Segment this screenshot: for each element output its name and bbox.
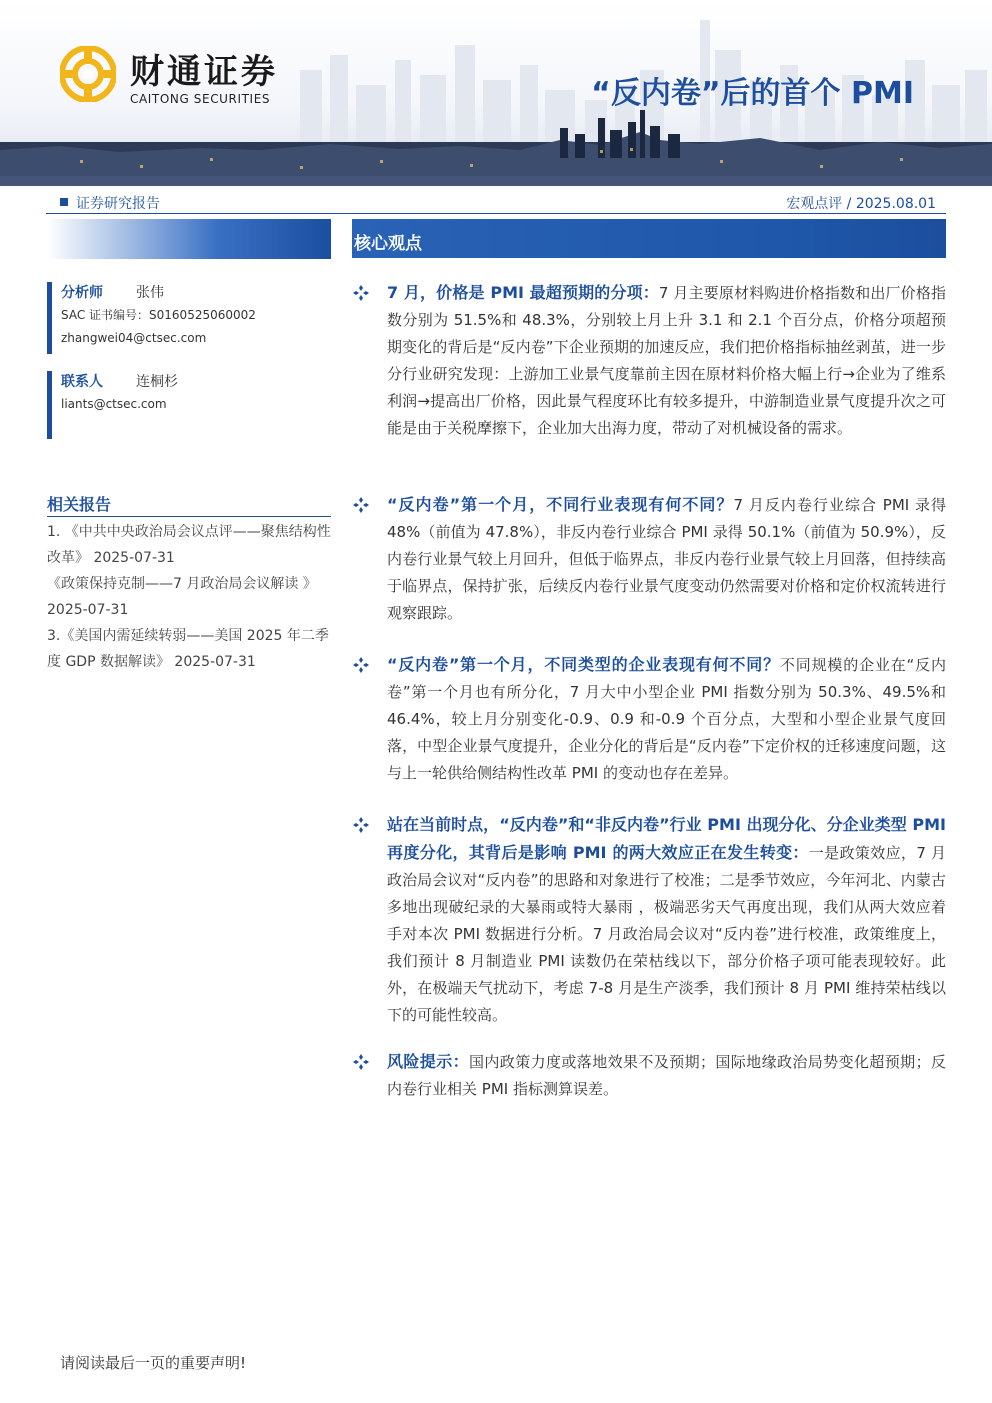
- related-report-item[interactable]: 3.《美国内需延续转弱——美国 2025 年二季度 GDP 数据解读》 2025-07-31: [47, 628, 329, 670]
- diamond-bullet-icon: [352, 816, 370, 834]
- report-type-text: 证券研究报告: [76, 196, 160, 212]
- header-banner: [0, 0, 992, 186]
- bullet-heading: 站在当前时点，“反内卷”和“非反内卷”行业 PMI 出现分化、分企业类型 PMI 再度分化，其背后是影响 PMI 的两大效应正在发生转变：: [387, 815, 946, 862]
- analyst-email: zhangwei04@ctsec.com: [61, 331, 207, 345]
- square-bullet-icon: [60, 198, 68, 206]
- related-reports-divider: [47, 516, 331, 517]
- bullet-body: 不同规模的企业在“反内卷”第一个月也有所分化，7 月大中小型企业 PMI 指数分别为 50.3%、49.5%和 46.4%，较上月分别变化-0.9、0.9 和-0.9 个百分点，大型和小型企业景气度回落，中型企业景气度提升，企业分化的背后是“反内卷”下定价权的迁移速度问题，这与上一轮供给侧结构性改革 PMI 的变动也存在差异。: [387, 656, 946, 782]
- related-report-item[interactable]: 1. 《中共中央政治局会议点评——聚焦结构性改革》 2025-07-31: [47, 524, 331, 566]
- bullet-heading: “反内卷”第一个月，不同类型的企业表现有何不同？: [387, 655, 780, 674]
- logo-emblem-icon: [60, 46, 116, 102]
- related-report-item[interactable]: 《政策保持克制——7 月政治局会议解读 》 2025-07-31: [47, 576, 317, 618]
- diamond-bullet-icon: [352, 656, 370, 674]
- bullet-body: 国内政策力度或落地效果不及预期；国际地缘政治局势变化超预期；反内卷行业相关 PMI 指标测算误差。: [387, 1053, 946, 1098]
- analyst-license: SAC 证书编号：S0160525060002: [61, 308, 256, 322]
- core-bullet: [352, 491, 946, 627]
- core-viewpoint-bar: [352, 219, 946, 258]
- core-bullet: [352, 1048, 946, 1103]
- contact-name: 连桐杉: [136, 374, 178, 390]
- analyst-role: 分析师: [61, 285, 103, 301]
- analyst-name: 张伟: [136, 285, 164, 301]
- related-reports-list: [47, 519, 331, 675]
- bullet-body: 7 月反内卷行业综合 PMI 录得 48%（前值为 47.8%），非反内卷行业综合 PMI 录得 50.1%（前值为 50.9%），反内卷行业景气较上月回升，但低于临界点，非反内卷行业景气较上月回落，但持续高于临界点，保持扩张，后续反内卷行业景气度变动仍然需要对价格和定价权流转进行观察跟踪。: [387, 496, 946, 622]
- bullet-heading: 7 月，价格是 PMI 最超预期的分项：: [387, 283, 659, 302]
- header-divider: [46, 213, 946, 214]
- logo-chinese-name: 财通证券: [130, 52, 278, 92]
- diamond-bullet-icon: [352, 496, 370, 514]
- report-type-label: [60, 193, 160, 213]
- related-reports-title: 相关报告: [47, 495, 112, 514]
- diamond-bullet-icon: [352, 1053, 370, 1071]
- contact-role: 联系人: [61, 374, 103, 390]
- diamond-bullet-icon: [352, 284, 370, 302]
- bullet-heading: “反内卷”第一个月，不同行业表现有何不同？: [387, 495, 734, 514]
- contact-email: liants@ctsec.com: [61, 397, 167, 411]
- sidebar-header-bar: [47, 219, 331, 259]
- disclaimer-note: 请阅读最后一页的重要声明!: [60, 1354, 247, 1372]
- logo-english-name: CAITONG SECURITIES: [130, 92, 271, 106]
- bullet-body: 7 月主要原材料购进价格指数和出厂价格指数分别为 51.5%和 48.3%，分别较上月上升 3.1 和 2.1 个百分点，价格分项超预期变化的背后是“反内卷”下企业预期的加速反应，我们把价格指标抽丝剥茧，进一步分行业研究发现：上游加工业景气度靠前主因在原材料价格大幅上行→企业为了维系利润→提高出厂价格，因此景气程度环比有较多提升，中游制造业景气度提升次之可能是由于关税摩擦下，企业加大出海力度，带动了对机械设备的需求。: [387, 284, 946, 437]
- contact-card: [47, 371, 331, 439]
- report-title: “反内卷”后的首个 PMI: [591, 76, 914, 111]
- core-bullet: [352, 811, 946, 1029]
- core-bullet: [352, 651, 946, 787]
- report-category-date: 宏观点评 / 2025.08.01: [786, 196, 936, 212]
- bullet-body: 一是政策效应，7 月政治局会议对“反内卷”的思路和对象进行了校准；二是季节效应，今年河北、内蒙古多地出现破纪录的大暴雨或特大暴雨 ，极端恶劣天气再度出现，我们从两大效应着手对本次 PMI 数据进行分析。7 月政治局会议对“反内卷”进行校准，政策维度上，我们预计 8 月制造业 PMI 读数仍在荣枯线以下，部分价格子项可能表现较好。此外，在极端天气扰动下，考虑 7-8 月是生产淡季，我们预计 8 月 PMI 维持荣枯线以下的可能性较高。: [387, 844, 947, 1024]
- bullet-heading: 风险提示：: [387, 1052, 469, 1071]
- core-bullet: [352, 279, 946, 442]
- core-viewpoint-title: 核心观点: [354, 234, 422, 254]
- analyst-card: [47, 282, 331, 354]
- company-logo: [60, 42, 300, 112]
